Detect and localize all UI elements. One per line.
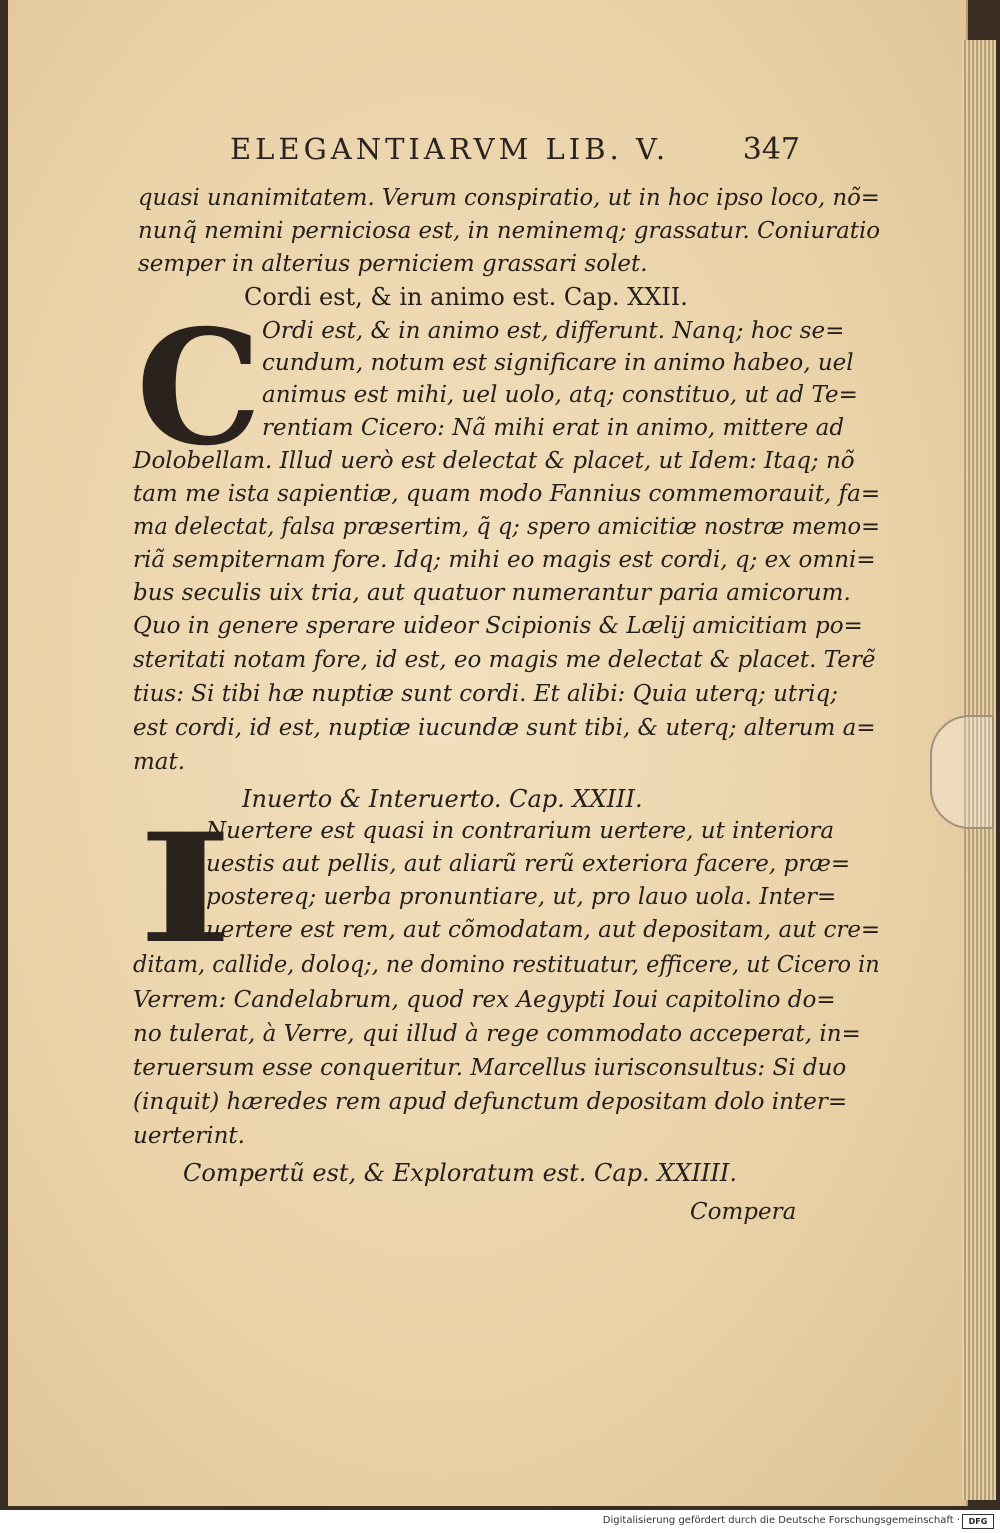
running-title: ELEGANTIARVM LIB. V. [230,132,670,166]
text-line: tam me ista sapientiæ, quam modo Fannius commemorauit, fa= [133,481,881,507]
chapter-heading: Cordi est, & in animo est. Cap. XXII. [244,283,688,311]
footer-credit: Digitalisierung gefördert durch die Deutsche Forschungsgemeinschaft · [602,1515,960,1526]
text-line: ditam, callide, doloq;, ne domino restituatur, efficere, ut Cicero in [133,952,880,978]
text-line: est cordi, id est, nuptiæ iucundæ sunt tibi, & uterq; alterum a= [133,715,876,741]
text-line: nunq̃ nemini perniciosa est, in neminemq; grassatur. Coniuratio [138,218,881,244]
dfg-logo: DFG [962,1514,994,1529]
text-line: Verrem: Candelabrum, quod rex Aegypti Ioui capitolino do= [133,987,836,1013]
text-line: postereq; uerba pronuntiare, ut, pro lauo uola. Inter= [206,884,837,910]
drop-cap-initial: I [138,801,233,977]
text-line: semper in alterius perniciem grassari solet. [138,251,648,277]
text-line: no tulerat, à Verre, qui illud à rege commodato acceperat, in= [133,1021,861,1047]
text-line: rentiam Cicero: Nã mihi erat in animo, mittere ad [262,415,845,441]
chapter-heading: Compertũ est, & Exploratum est. Cap. XXIIII. [183,1159,738,1187]
running-header [230,132,800,172]
text-line: uerterint. [133,1123,245,1149]
text-line: uertere est rem, aut cõmodatam, aut depositam, aut cre= [206,917,881,943]
text-line: cundum, notum est significare in animo habeo, uel [262,350,854,376]
text-line: teruersum esse conqueritur. Marcellus iurisconsultus: Si duo [133,1055,847,1081]
text-line: Nuertere est quasi in contrarium uertere, ut interiora [206,818,835,844]
text-line: animus est mihi, uel uolo, atq; constituo, ut ad Te= [262,382,858,408]
text-line: Quo in genere sperare uideor Scipionis & Lælij amicitiam po= [133,613,863,639]
drop-cap-initial: C [136,296,262,481]
chapter-heading: Inuerto & Interuerto. Cap. XXIII. [242,785,643,813]
text-line: quasi unanimitatem. Verum conspiratio, ut in hoc ipso loco, nõ= [138,185,880,211]
text-line: riã sempiternam fore. Idq; mihi eo magis est cordi, q; ex omni= [133,547,876,573]
text-line: ma delectat, falsa præsertim, q̃ q; spero amicitiæ nostræ memo= [133,514,880,540]
page-number: 347 [742,132,800,167]
text-line: Ordi est, & in animo est, differunt. Nanq; hoc se= [262,318,845,344]
text-line: tius: Si tibi hæ nuptiæ sunt cordi. Et alibi: Quia uterq; utriq; [133,681,838,707]
text-line: bus seculis uix tria, aut quatuor numerantur paria amicorum. [133,580,851,606]
catchword: Compera [690,1199,797,1225]
footer [0,1510,1000,1533]
text-line: mat. [133,749,186,775]
text-line: (inquit) hæredes rem apud defunctum depositam dolo inter= [133,1089,848,1115]
paper-clip [930,715,994,829]
text-line: Dolobellam. Illud uerò est delectat & placet, ut Idem: Itaq; nõ [133,448,855,474]
text-line: steritati notam fore, id est, eo magis me delectat & placet. Terẽ [133,647,876,673]
text-line: uestis aut pellis, aut aliarũ rerũ exteriora facere, præ= [206,851,851,877]
